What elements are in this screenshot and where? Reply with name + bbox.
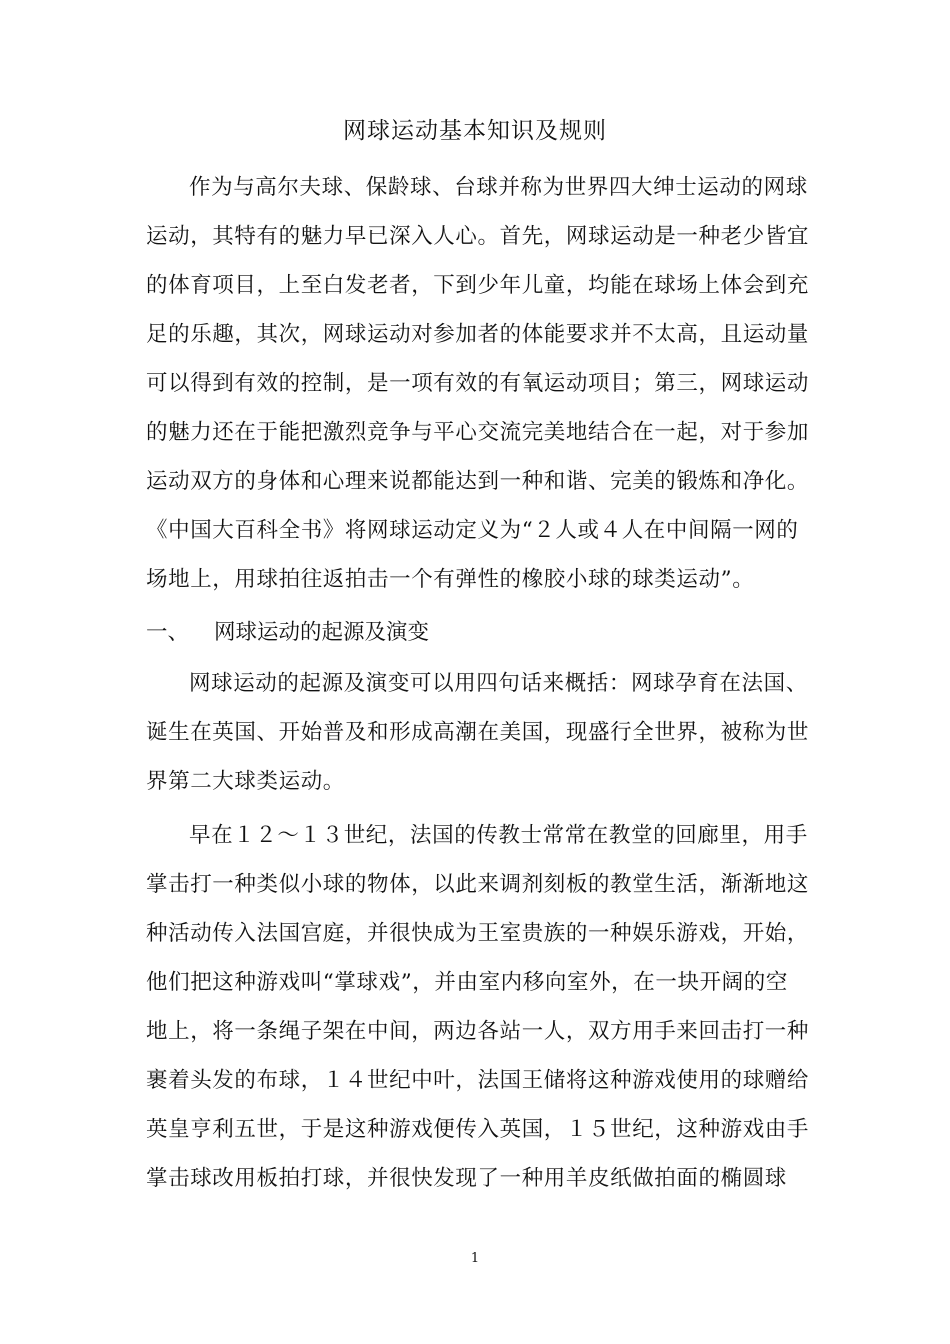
- paragraph-2-line-3: 界第二大球类运动。: [146, 769, 345, 794]
- section-title: 网球运动的起源及演变: [214, 620, 430, 645]
- section-heading-1: [146, 617, 429, 649]
- paragraph-1-line-7: 运动双方的身体和心理来说都能达到一种和谐、完美的锻炼和净化。: [146, 469, 810, 494]
- paragraph-3-line-6: 裹着头发的布球，１４世纪中叶，法国王储将这种游戏使用的球赠给: [146, 1068, 810, 1093]
- paragraph-2-line-2: 诞生在英国、开始普及和形成高潮在美国，现盛行全世界，被称为世: [146, 720, 810, 745]
- paragraph-3-line-2: 掌击打一种类似小球的物体，以此来调剂刻板的教堂生活，渐渐地这: [146, 872, 810, 897]
- paragraph-1-line-1: 作为与高尔夫球、保龄球、台球并称为世界四大绅士运动的网球: [189, 175, 808, 200]
- paragraph-1-line-2: 运动，其特有的魅力早已深入人心。首先，网球运动是一种老少皆宜: [146, 224, 810, 249]
- paragraph-3-line-1: 早在１２～１３世纪，法国的传教士常常在教堂的回廊里，用手: [189, 823, 808, 848]
- paragraph-2-line-1: 网球运动的起源及演变可以用四句话来概括：网球孕育在法国、: [189, 671, 808, 696]
- page-number: 1: [470, 1251, 480, 1266]
- paragraph-3-line-4: 他们把这种游戏叫“掌球戏”，并由室内移向室外，在一块开阔的空: [146, 970, 788, 995]
- paragraph-1-line-4: 足的乐趣，其次，网球运动对参加者的体能要求并不太高，且运动量: [146, 322, 810, 347]
- paragraph-1-line-9: 场地上，用球拍往返拍击一个有弹性的橡胶小球的球类运动”。: [146, 567, 755, 592]
- paragraph-3-line-3: 种活动传入法国宫庭，并很快成为王室贵族的一种娱乐游戏，开始，: [146, 921, 810, 946]
- paragraph-3-line-8: 掌击球改用板拍打球，并很快发现了一种用羊皮纸做拍面的椭圆球: [146, 1166, 787, 1191]
- paragraph-3-line-7: 英皇亨利五世，于是这种游戏便传入英国，１５世纪，这种游戏由手: [146, 1117, 810, 1142]
- paragraph-3-line-5: 地上，将一条绳子架在中间，两边各站一人，双方用手来回击打一种: [146, 1019, 810, 1044]
- document-title: 网球运动基本知识及规则: [343, 118, 607, 144]
- paragraph-1-line-5: 可以得到有效的控制，是一项有效的有氧运动项目；第三，网球运动: [146, 371, 810, 396]
- paragraph-1-line-6: 的魅力还在于能把激烈竞争与平心交流完美地结合在一起，对于参加: [146, 420, 810, 445]
- paragraph-1-line-3: 的体育项目，上至白发老者，下到少年儿童，均能在球场上体会到充: [146, 273, 810, 298]
- section-number: 一、: [146, 620, 190, 645]
- paragraph-1-line-8: 《中国大百科全书》将网球运动定义为“２人或４人在中间隔一网的: [146, 518, 799, 543]
